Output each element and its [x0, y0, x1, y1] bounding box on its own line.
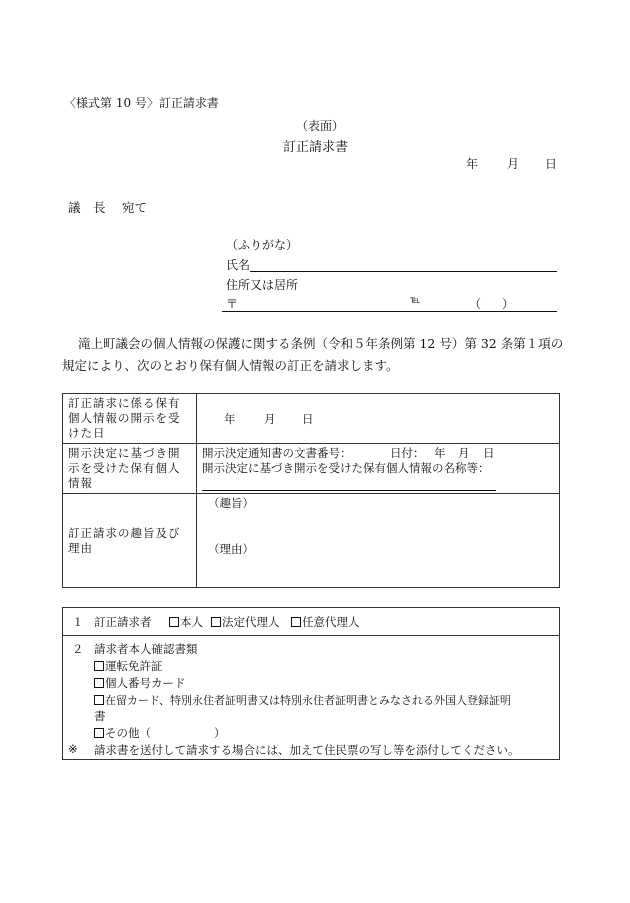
notice-year: 年 — [434, 446, 446, 460]
page-side-label: （表面） — [296, 119, 345, 133]
info-name-underline — [202, 490, 496, 491]
furigana-label: （ふりがな） — [226, 238, 299, 252]
doc-other[interactable] — [94, 725, 151, 741]
doc-other-close: ） — [214, 726, 226, 740]
doc-other-label: その他（ — [105, 726, 151, 740]
option-self-label: 本人 — [180, 615, 203, 629]
date-day: 日 — [545, 157, 558, 171]
form-number: 〈様式第 10 号〉訂正請求書 — [64, 96, 219, 110]
tel-mark: ℡ — [410, 295, 421, 306]
postal-mark: 〒 — [226, 297, 239, 311]
tel-paren-close: ） — [502, 297, 515, 311]
name-field[interactable] — [250, 271, 557, 272]
checkbox-legal-rep[interactable] — [211, 617, 221, 627]
option-voluntary-rep[interactable] — [291, 614, 360, 630]
id-documents-row — [63, 636, 559, 759]
doc-my-number-card[interactable] — [94, 675, 186, 691]
table-row-disclosed-info — [63, 444, 560, 494]
doc-number-label: 開示決定通知書の文書番号： — [202, 446, 352, 460]
checkbox-voluntary-rep[interactable] — [291, 617, 301, 627]
address-label: 住所又は居所 — [226, 278, 299, 292]
table-row-disclosure-date — [63, 394, 560, 444]
item2-number: ２ — [72, 642, 84, 656]
disclosure-month: 月 — [264, 412, 276, 426]
disclosure-date-label: 訂正請求に係る保有個人情報の開示を受けた日 — [63, 394, 197, 444]
doc-drivers-license-label: 運転免許証 — [105, 659, 163, 673]
tel-paren-open: （ — [469, 297, 482, 311]
disclosure-date-field[interactable] — [197, 394, 560, 444]
date-year: 年 — [466, 157, 479, 171]
note-text: 請求書を送付して請求する場合には、加えて住民票の写し等を添付してください。 — [94, 743, 520, 757]
disclosure-day: 日 — [302, 412, 314, 426]
address-field[interactable] — [222, 311, 557, 312]
checkbox-other[interactable] — [94, 728, 104, 738]
item2-label: 請求者本人確認書類 — [94, 642, 198, 656]
item1-number: １ — [72, 615, 84, 629]
option-voluntary-rep-label: 任意代理人 — [302, 615, 360, 629]
requester-info-box — [62, 607, 560, 760]
request-statement-text: 滝上町議会の個人情報の保護に関する条例（令和５年条例第 12 号）第 32 条第１項の規定により、次のとおり保有個人情報の訂正を請求します。 — [62, 336, 564, 373]
purpose-reason-field[interactable] — [197, 494, 560, 588]
option-self[interactable] — [169, 614, 203, 630]
info-name-label: 開示決定に基づき開示を受けた保有個人情報の名称等： — [202, 461, 490, 475]
note-mark: ※ — [68, 742, 78, 756]
disclosed-info-label: 開示決定に基づき開示を受けた保有個人情報 — [63, 444, 197, 494]
checkbox-my-number-card[interactable] — [94, 678, 104, 688]
item1-label: 訂正請求者 — [94, 615, 152, 629]
addressee-suffix: 宛て — [122, 200, 148, 215]
checkbox-drivers-license[interactable] — [94, 661, 104, 671]
option-legal-rep[interactable] — [211, 614, 280, 630]
addressee-role: 議 長 — [68, 200, 106, 215]
date-month: 月 — [507, 157, 520, 171]
notice-date-label: 日付： — [390, 446, 425, 460]
purpose-label: （趣旨） — [208, 496, 254, 510]
request-table — [62, 393, 560, 588]
checkbox-residence-card[interactable] — [94, 695, 104, 705]
doc-residence-card-label: 在留カード、特別永住者証明書又は特別永住者証明書とみなされる外国人登録証明 — [105, 694, 512, 707]
doc-drivers-license[interactable] — [94, 658, 163, 674]
table-row-purpose-reason — [63, 494, 560, 588]
reason-label: （理由） — [208, 542, 254, 556]
request-statement — [62, 333, 570, 377]
notice-month: 月 — [458, 446, 470, 460]
doc-residence-card[interactable] — [94, 692, 511, 708]
notice-day: 日 — [483, 446, 495, 460]
name-label: 氏名 — [226, 258, 251, 272]
disclosed-info-field[interactable] — [197, 444, 560, 494]
document-title: 訂正請求書 — [283, 140, 349, 155]
doc-residence-card-cont: 書 — [94, 709, 106, 723]
doc-my-number-card-label: 個人番号カード — [105, 676, 186, 690]
checkbox-self[interactable] — [169, 617, 179, 627]
option-legal-rep-label: 法定代理人 — [222, 615, 280, 629]
disclosure-year: 年 — [224, 412, 236, 426]
requester-type-row — [63, 608, 559, 636]
purpose-reason-label: 訂正請求の趣旨及び理由 — [63, 494, 197, 588]
